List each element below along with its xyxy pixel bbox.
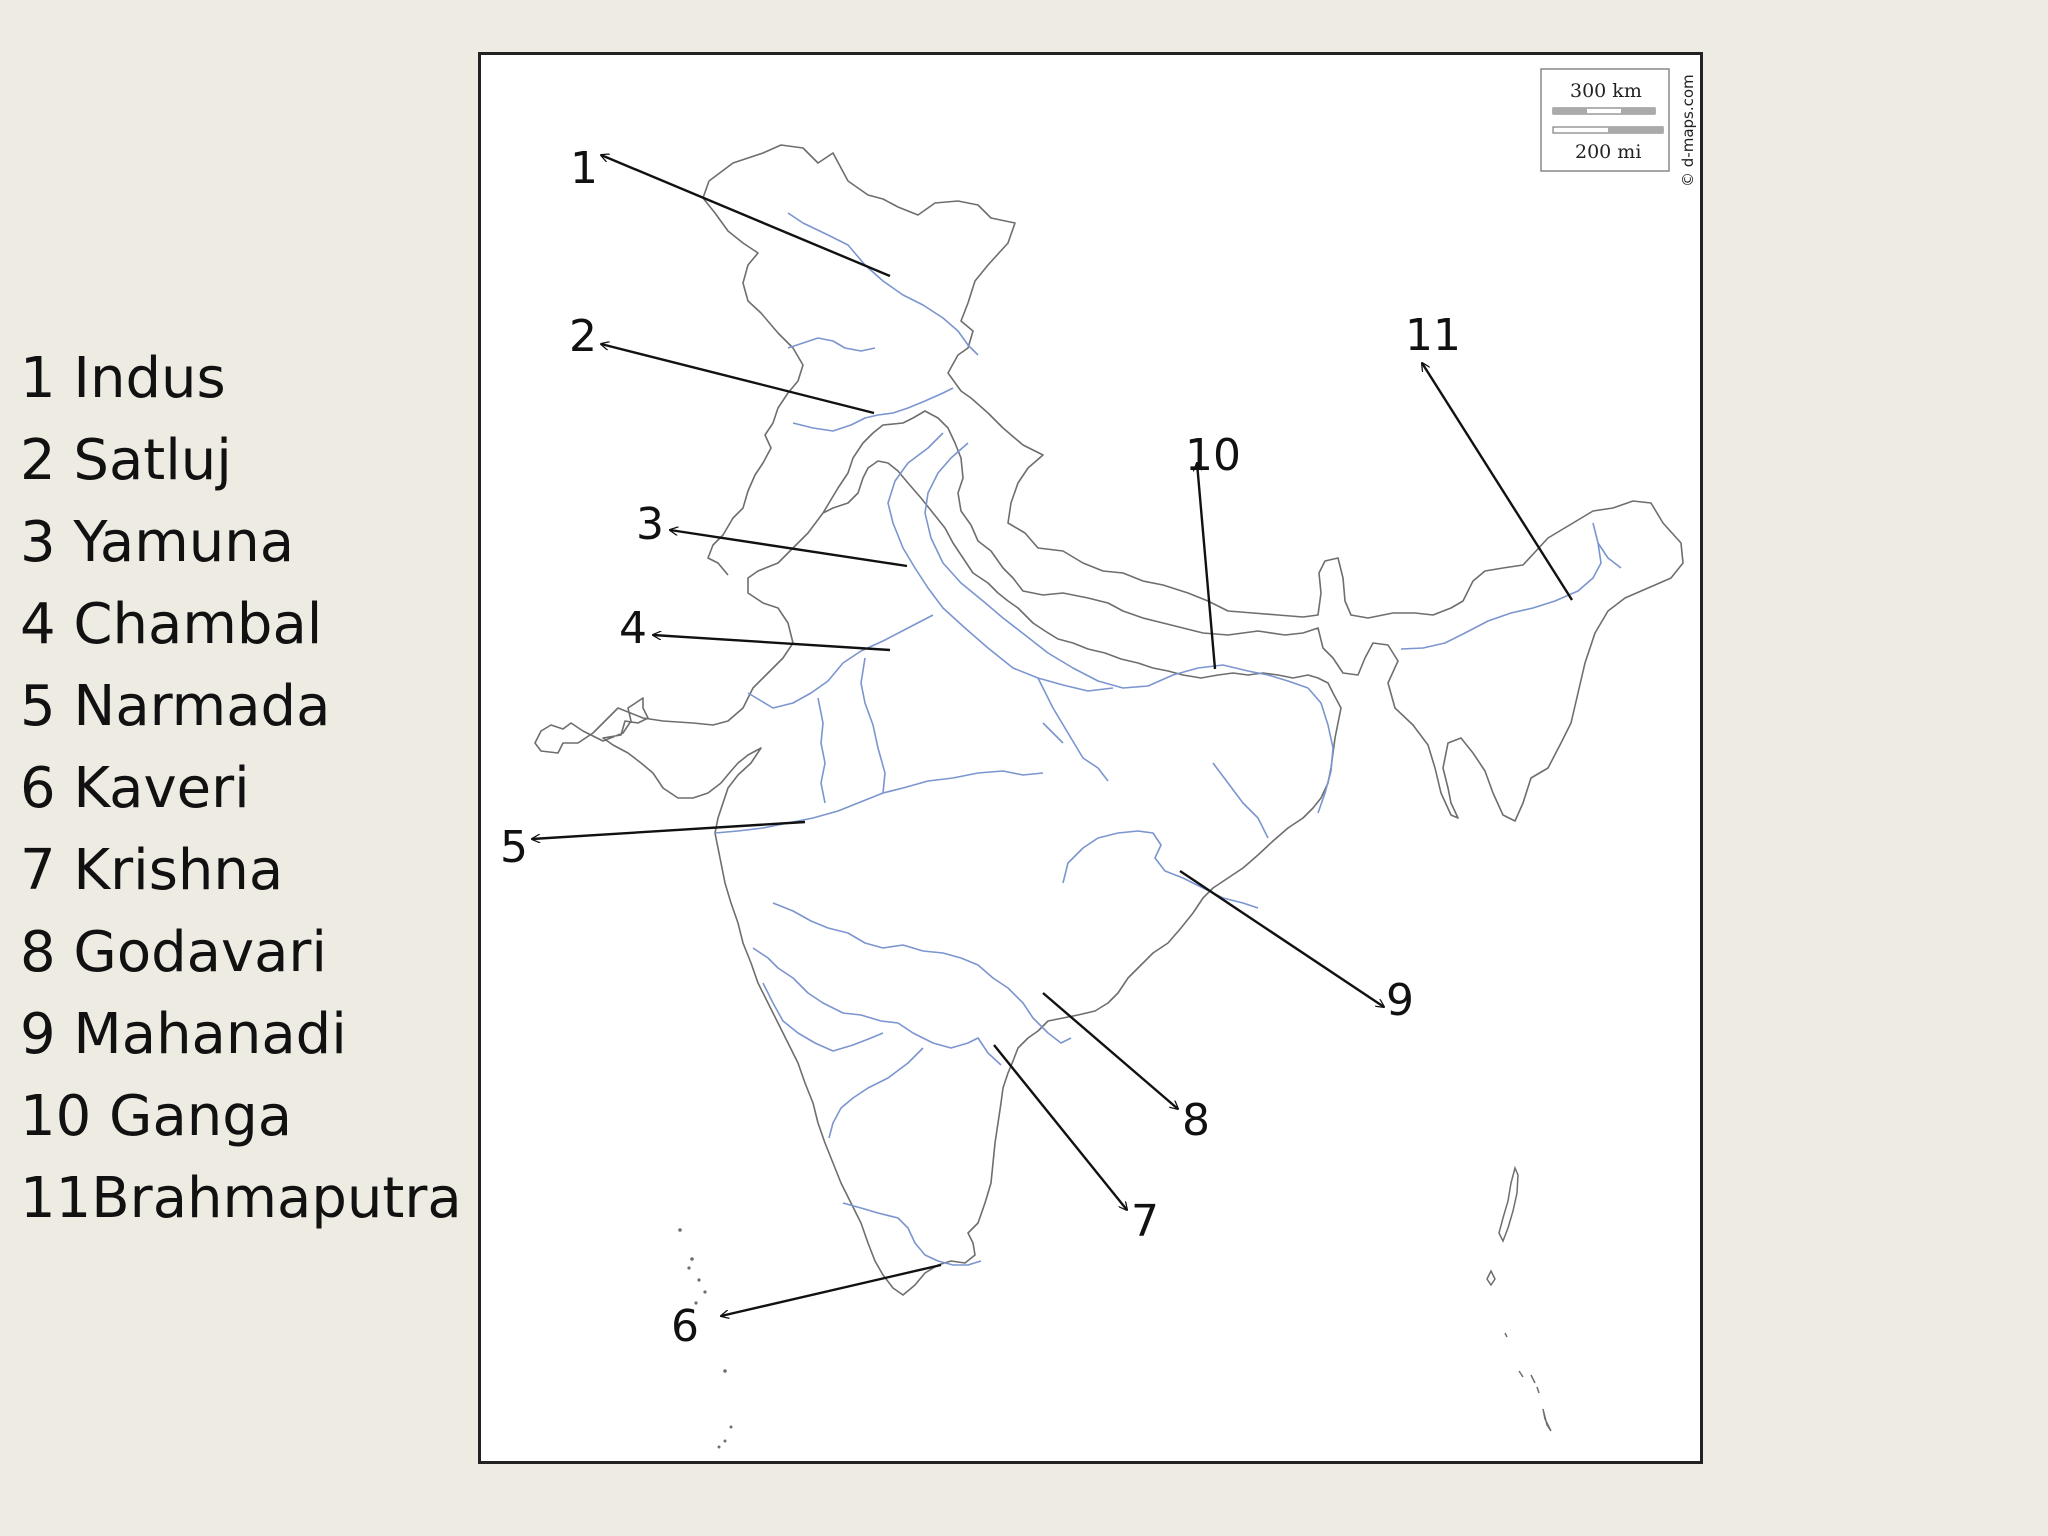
callout-6: 6 [671, 1301, 699, 1352]
legend-item-yamuna: 3 Yamuna [20, 510, 295, 575]
arrow-10 [1197, 463, 1215, 669]
river-chambal [748, 615, 933, 708]
legend-item-narmada: 5 Narmada [20, 674, 331, 739]
legend-item-satluj: 2 Satluj [20, 428, 232, 493]
river-mahanadi-tributary [1213, 763, 1268, 838]
river-kaveri [843, 1203, 981, 1265]
scale-km-label: 300 km [1570, 80, 1642, 102]
river-son [1038, 678, 1108, 781]
legend-item-krishna: 7 Krishna [20, 838, 284, 903]
callout-4: 4 [619, 603, 647, 654]
arrow-5 [532, 822, 805, 839]
river-brahmaputra-tributary [1598, 543, 1621, 568]
river-godavari [773, 903, 1071, 1043]
callout-7: 7 [1131, 1196, 1159, 1247]
india-mainland-outline [535, 145, 1683, 1295]
legend-item-chambal: 4 Chambal [20, 592, 323, 657]
andaman-islands [1499, 1168, 1518, 1241]
legend-item-brahmaputra: 11Brahmaputra [20, 1166, 462, 1231]
india-outline-map [481, 55, 1700, 1461]
arrow-11 [1422, 363, 1572, 600]
callout-5: 5 [500, 822, 528, 873]
legend-item-ganga: 10 Ganga [20, 1084, 293, 1149]
legend-item-kaveri: 6 Kaveri [20, 756, 250, 821]
arrow-4 [653, 635, 890, 650]
map-frame [478, 52, 1703, 1464]
legend-item-mahanadi: 9 Mahanadi [20, 1002, 347, 1067]
nicobar-islands [1505, 1333, 1551, 1431]
callout-3: 3 [636, 499, 664, 550]
scale-mi-label: 200 mi [1575, 141, 1642, 163]
legend-item-indus: 1 Indus [20, 346, 226, 411]
arrow-9 [1180, 871, 1384, 1007]
arrow-1 [601, 155, 890, 276]
andaman-island-small [1487, 1271, 1495, 1285]
river-bhima [829, 1048, 923, 1138]
callout-8: 8 [1182, 1095, 1210, 1146]
river-satluj [793, 388, 953, 431]
river-ganga-east [1308, 688, 1333, 813]
river-betwa [818, 698, 825, 803]
callout-1: 1 [570, 143, 598, 194]
callout-2: 2 [569, 311, 597, 362]
river-ganga [925, 443, 1308, 688]
river-mahanadi [1063, 831, 1258, 908]
arrow-2 [601, 344, 874, 413]
scale-bar [1541, 69, 1669, 171]
arrow-8 [1043, 993, 1178, 1109]
river-indus [788, 213, 978, 355]
arrow-3 [670, 530, 907, 566]
callout-10: 10 [1185, 430, 1241, 481]
map-credit: © d-maps.com [1679, 74, 1697, 187]
river-brahmaputra [1401, 523, 1601, 649]
callout-11: 11 [1405, 310, 1461, 361]
legend-item-godavari: 8 Godavari [20, 920, 327, 985]
callout-9: 9 [1386, 975, 1414, 1026]
arrow-7 [994, 1045, 1127, 1210]
river-yamuna [888, 433, 1113, 691]
rivers [715, 213, 1621, 1265]
india-north-outline [703, 181, 803, 575]
river-chambal-tributary [861, 658, 885, 793]
river-indus-tributary [788, 338, 875, 351]
river-legend [20, 338, 462, 1240]
